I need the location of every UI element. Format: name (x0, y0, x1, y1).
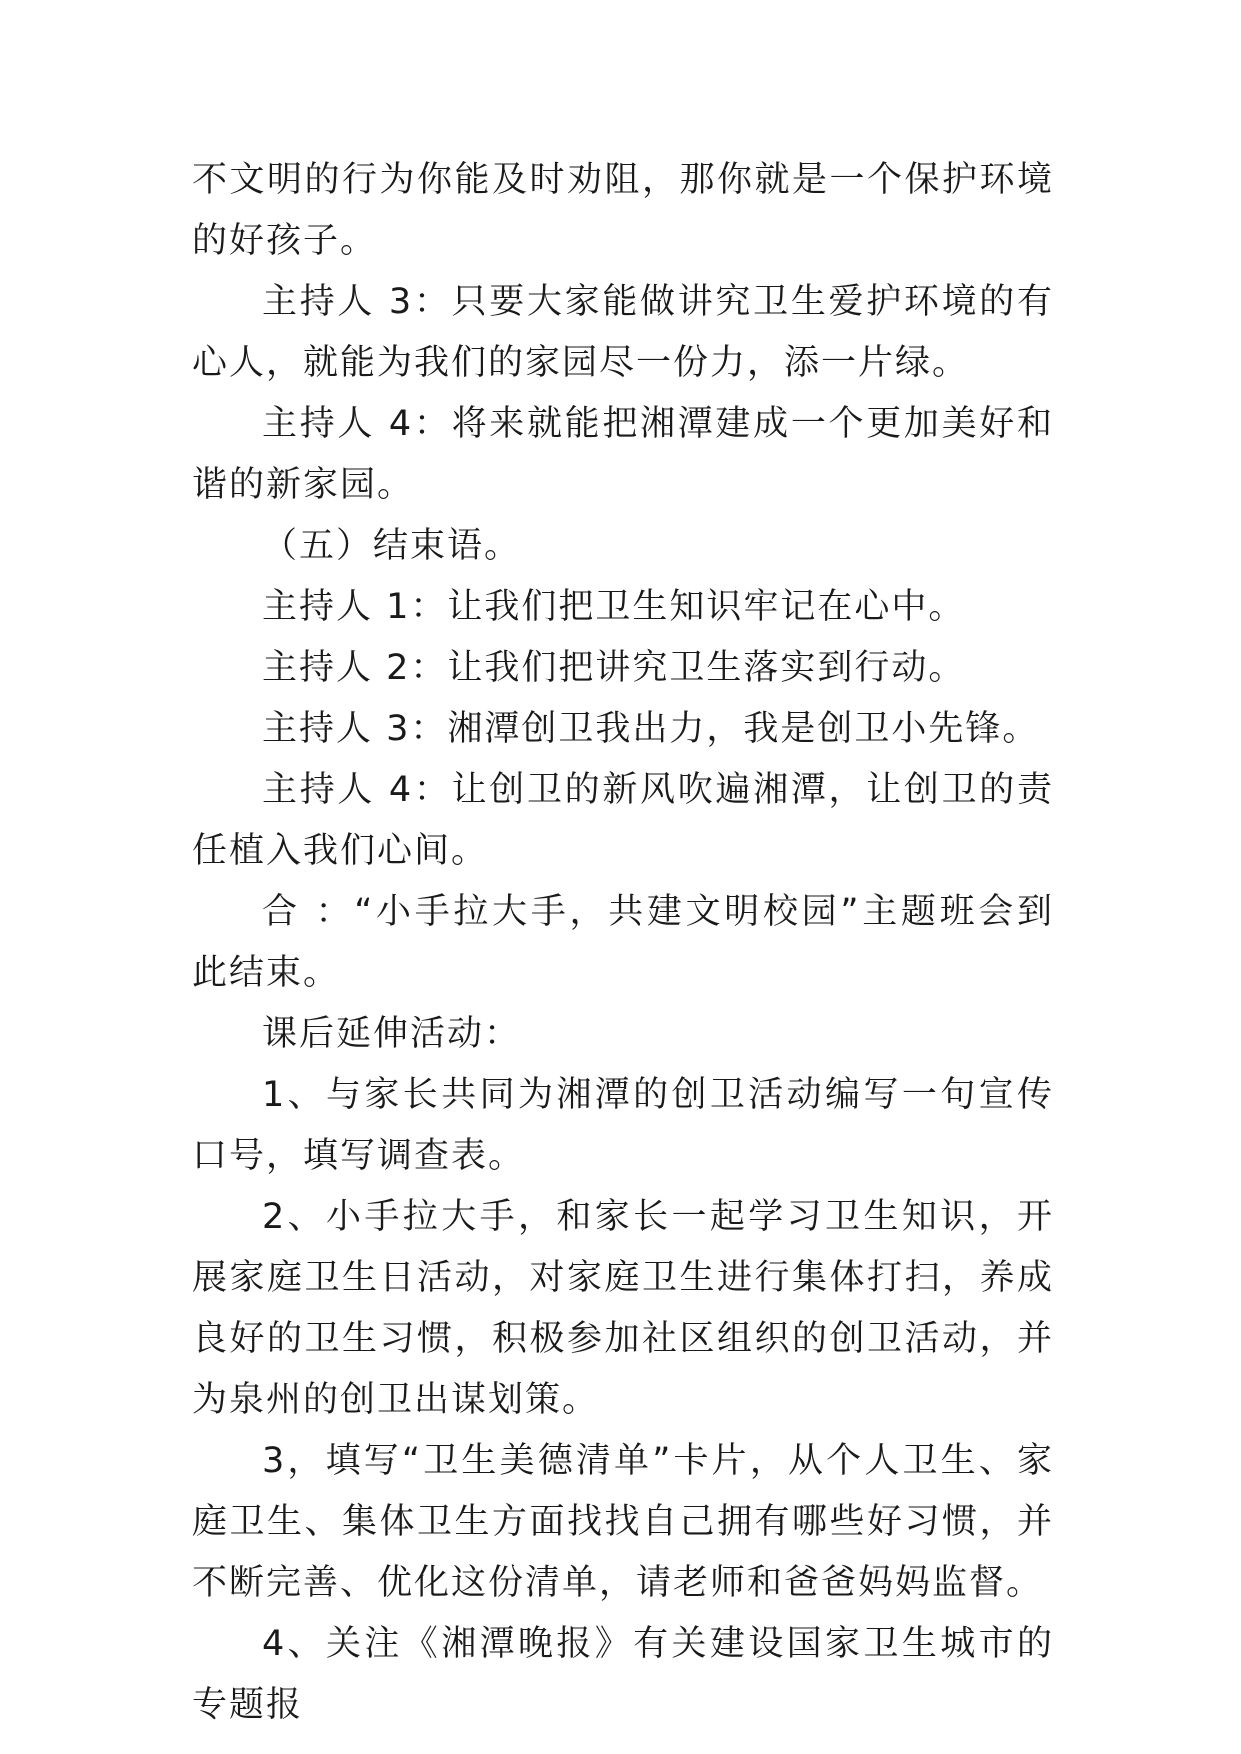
section-heading-5: （五）结束语。 (262, 526, 522, 566)
paragraph-9: 合 ：“小手拉大手，共建文明校园”主题班会到此结束。 (192, 892, 1054, 993)
paragraph-3: 主持人 4：将来就能把湘潭建成一个更加美好和谐的新家园。 (192, 404, 1054, 505)
activity-item-1: 1、与家长共同为湘潭的创卫活动编写一句宣传口号，填写调查表。 (192, 1075, 1054, 1176)
activity-item-3: 3，填写“卫生美德清单”卡片，从个人卫生、家庭卫生、集体卫生方面找找自己拥有哪些好习惯，并不断完善、优化这份清单，请老师和爸爸妈妈监督。 (192, 1441, 1054, 1603)
activity-item-4: 4、关注《湘潭晚报》有关建设国家卫生城市的专题报 (192, 1624, 1054, 1725)
paragraph-7: 主持人 3：湘潭创卫我出力，我是创卫小先锋。 (262, 709, 1040, 749)
paragraph-1: 不文明的行为你能及时劝阻，那你就是一个保护环境的好孩子。 (192, 160, 1054, 261)
document-body (192, 150, 1054, 1736)
paragraph-8: 主持人 4：让创卫的新风吹遍湘潭，让创卫的责任植入我们心间。 (192, 770, 1054, 871)
paragraph-2: 主持人 3：只要大家能做讲究卫生爱护环境的有心人，就能为我们的家园尽一份力，添一片绿。 (192, 282, 1054, 383)
paragraph-6: 主持人 2：让我们把讲究卫生落实到行动。 (262, 648, 966, 688)
paragraph-5: 主持人 1：让我们把卫生知识牢记在心中。 (262, 587, 966, 627)
activity-item-2: 2、小手拉大手，和家长一起学习卫生知识，开展家庭卫生日活动，对家庭卫生进行集体打扫，养成良好的卫生习惯，积极参加社区组织的创卫活动，并为泉州的创卫出谋划策。 (192, 1197, 1054, 1420)
after-class-heading: 课后延伸活动： (262, 1014, 522, 1054)
